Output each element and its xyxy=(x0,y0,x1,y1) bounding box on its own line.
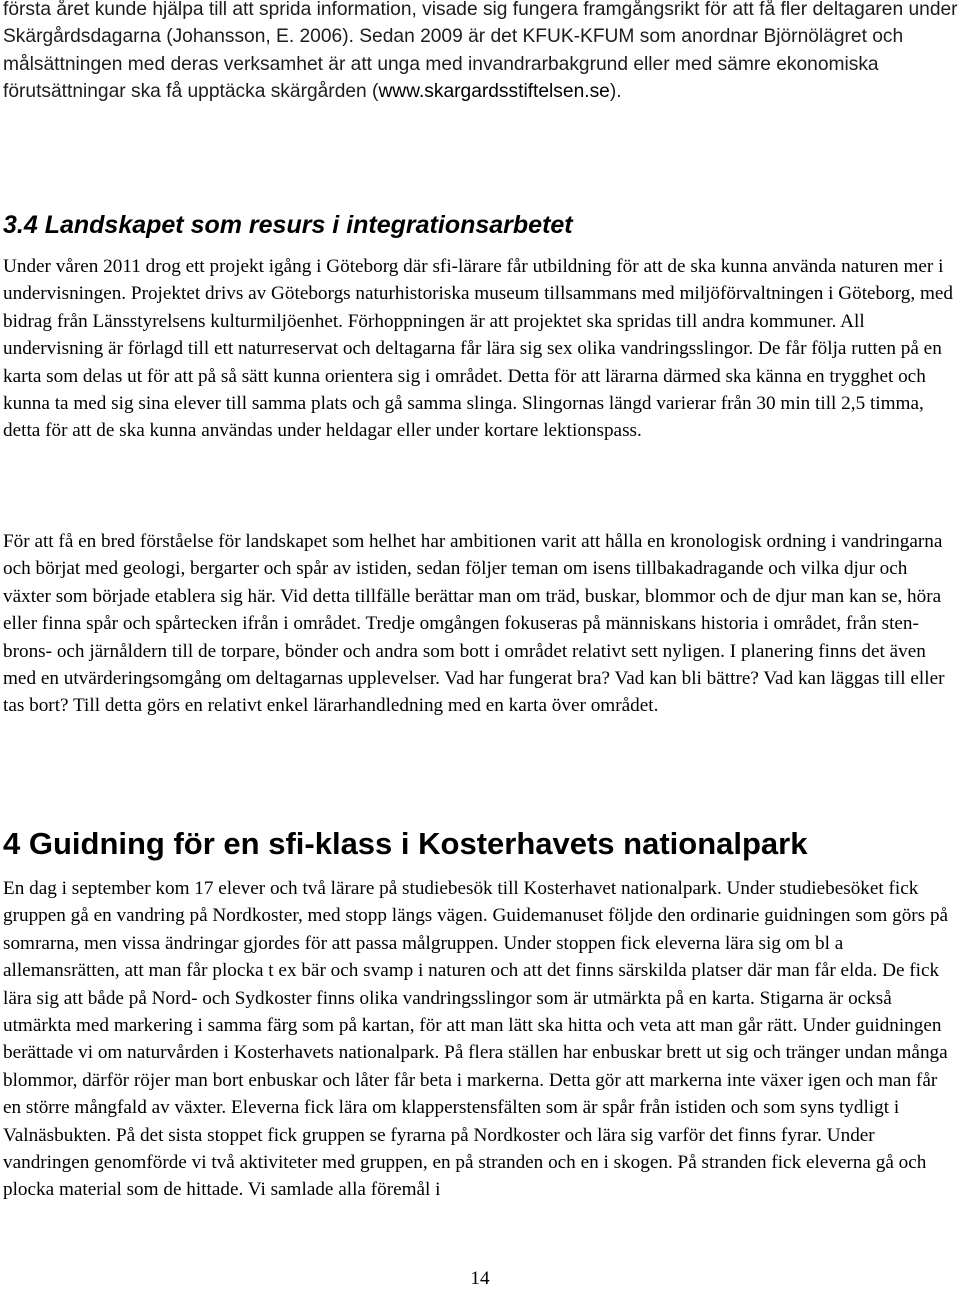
intro-paragraph xyxy=(3,0,958,106)
section-4-heading: 4 Guidning för en sfi-klass i Kosterhavets nationalpark xyxy=(3,826,808,861)
intro-text-part2: ). xyxy=(609,81,622,103)
section-3-4-paragraph-2: För att få en bred förståelse för landskapet som helhet har ambitionen varit att hålla en kronologisk ordning i vandringarna och börjat med geologi, bergarter och spår av istiden, sedan följer teman om isens tillbakadragande och vilka djur och växter som började etablera sig här. Vid detta tillfälle berättar man om träd, buskar, blommor och de djur man kan se, höra eller finna spår och spårtecken ifrån i området. Tredje omgången fokuseras på människans historia i området, från sten- brons- och järnåldern till de torpare, bönder och andra som bott i området relativt sett nyligen. I planering finns det även med en utvärderingsomgång om deltagarnas upplevelser. Vad har fungerat bra? Vad kan bli bättre? Vad kan läggas till eller tas bort? Till detta görs en relativt enkel lärarhandledning med en karta över området. xyxy=(3,531,945,717)
skargardsstiftelsen-link[interactable]: www.skargardsstiftelsen.se xyxy=(378,81,610,103)
section-3-4-heading: 3.4 Landskapet som resurs i integrationsarbetet xyxy=(3,211,573,239)
section-4-paragraph: En dag i september kom 17 elever och två lärare på studiebesök till Kosterhavet nationalpark. Under studiebesöket fick gruppen gå en vandring på Nordkoster, med stopp längs vägen. Guidemanuset följde den ordinarie guidningen som görs på somrarna, men vissa ändringar gjordes för att passa målgruppen. Under stoppen fick eleverna lära sig om bl a allemansrätten, att man får plocka t ex bär och svamp i naturen och att det finns särskilda platser där man får elda. De fick lära sig att både på Nord- och Sydkoster finns olika vandringsslingor som är utmärkta på en karta. Stigarna är också utmärkta med markering i samma färg som på kartan, för att man lätt ska hitta och veta att man går rätt. Under guidningen berättade vi om naturvården i Kosterhavets nationalpark. På flera ställen har enbuskar brett ut sig och tränger undan många blommor, därför röjer man bort enbuskar och låter får beta i markerna. Detta gör att markerna inte växer igen och man får en större mångfald av växter. Eleverna fick lära om klapperstensfälten som är spår från istiden och som syns tydligt i Valnäsbukten. På det sista stoppet fick gruppen se fyrarna på Nordkoster och lära sig varför det finns fyrar. Under vandringen genomförde vi två aktiviteter med gruppen, en på stranden och en i skogen. På stranden fick eleverna gå och plocka material som de hittade. Vi samlade alla föremål i xyxy=(3,878,949,1201)
section-3-4-paragraph-1: Under våren 2011 drog ett projekt igång i Göteborg där sfi-lärare får utbildning för att de ska kunna använda naturen mer i undervisningen. Projektet drivs av Göteborgs naturhistoriska museum tillsammans med miljöförvaltningen i Göteborg, med bidrag från Länsstyrelsens kulturmiljöenhet. Förhoppningen är att projektet ska spridas till andra kommuner. All undervisning är förlagd till ett naturreservat och deltagarna får lära sig sex olika vandringsslingor. De får följa rutten på en karta som delas ut för att på så sätt kunna orientera sig i området. Detta för att lärarna därmed ska känna en trygghet och kunna ta med sig sina elever till samma plats och gå samma slinga. Slingornas längd varierar från 30 min till 2,5 timma, detta för att de ska kunna användas under heldagar eller under kortare lektionspass. xyxy=(3,256,953,442)
page-number: 14 xyxy=(470,1268,490,1289)
intro-text-part1: första året kunde hjälpa till att sprida information, visade sig fungera framgångsrikt för att få fler deltagaren under Skärgårdsdagarna (Johansson, E. 2006). Sedan 2009 är det KFUK-KFUM som anordnar Björnölägret och målsättningen med deras verksamhet är att unga med invandrarbakgrund eller med sämre ekonomiska förutsättningar ska få upptäcka skärgården ( xyxy=(3,0,958,103)
